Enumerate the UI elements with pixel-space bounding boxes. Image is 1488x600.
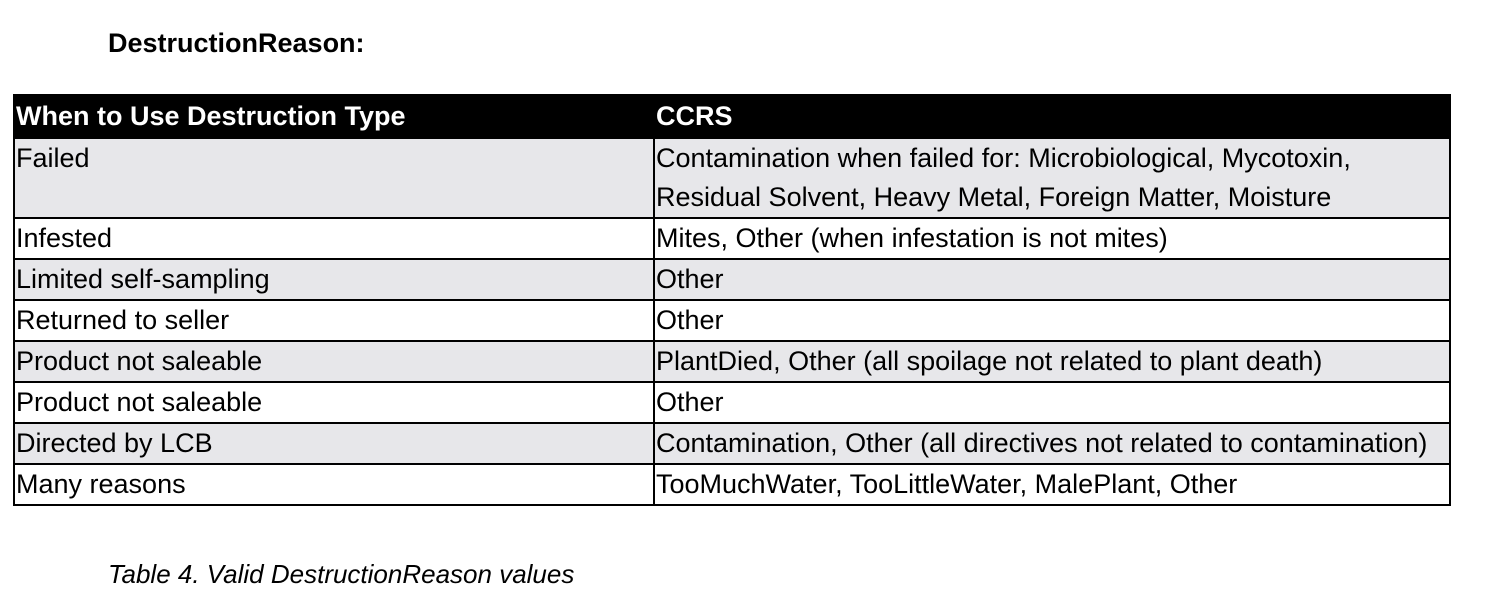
destruction-type-cell: Product not saleable (14, 341, 654, 382)
destruction-type-cell: Infested (14, 218, 654, 259)
ccrs-value-cell: Contamination when failed for: Microbiological, Mycotoxin, Residual Solvent, Heavy Metal, Foreign Matter, Moisture (654, 138, 1450, 218)
destruction-reason-table (13, 94, 1451, 506)
column-header-when-to-use: When to Use Destruction Type (14, 95, 654, 138)
ccrs-value-cell: Contamination, Other (all directives not related to contamination) (654, 423, 1450, 464)
table-caption: Table 4. Valid DestructionReason values (108, 559, 575, 589)
table-row (14, 138, 1450, 218)
ccrs-value-cell: Mites, Other (when infestation is not mites) (654, 218, 1450, 259)
table-header-row (14, 95, 1450, 138)
column-header-ccrs: CCRS (654, 95, 1450, 138)
ccrs-value-cell: TooMuchWater, TooLittleWater, MalePlant, Other (654, 464, 1450, 505)
ccrs-value-cell: Other (654, 259, 1450, 300)
table-row (14, 259, 1450, 300)
destruction-type-cell: Limited self-sampling (14, 259, 654, 300)
ccrs-value-cell: Other (654, 300, 1450, 341)
table-row (14, 382, 1450, 423)
destruction-type-cell: Directed by LCB (14, 423, 654, 464)
table-row (14, 341, 1450, 382)
table-row (14, 464, 1450, 505)
destruction-type-cell: Failed (14, 138, 654, 218)
destruction-type-cell: Product not saleable (14, 382, 654, 423)
section-heading: DestructionReason: (108, 28, 365, 58)
table-row (14, 218, 1450, 259)
ccrs-value-cell: Other (654, 382, 1450, 423)
ccrs-value-cell: PlantDied, Other (all spoilage not related to plant death) (654, 341, 1450, 382)
table-row (14, 300, 1450, 341)
destruction-type-cell: Returned to seller (14, 300, 654, 341)
destruction-type-cell: Many reasons (14, 464, 654, 505)
table-row (14, 423, 1450, 464)
